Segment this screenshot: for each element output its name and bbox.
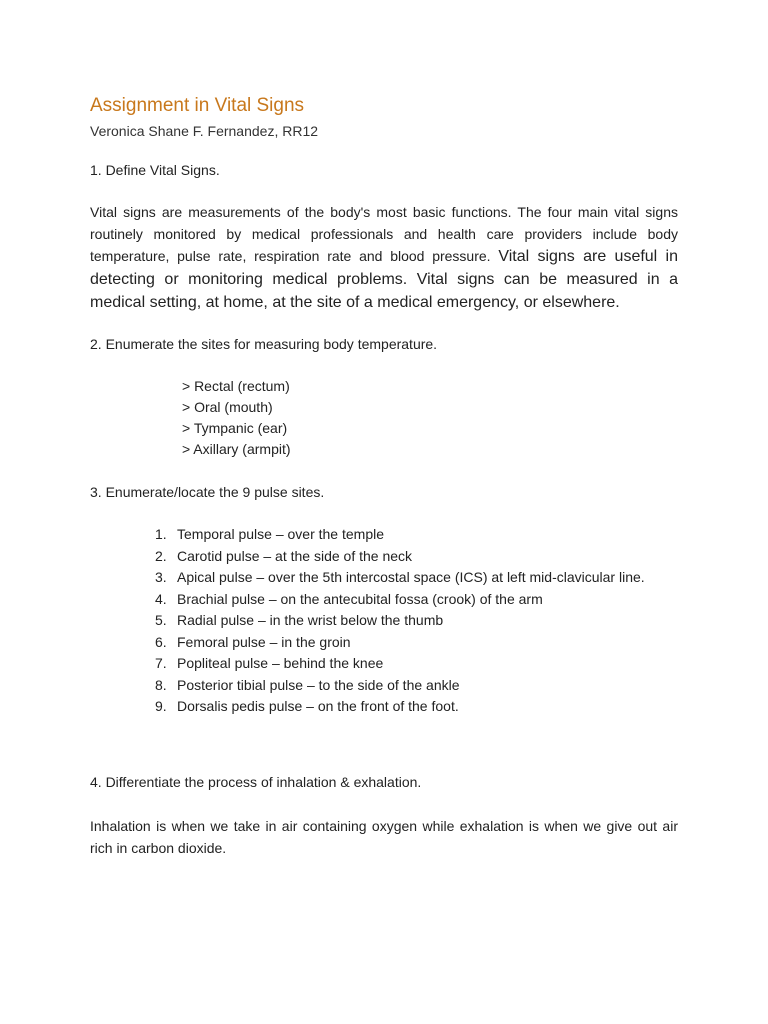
list-item: > Tympanic (ear) (182, 420, 288, 436)
list-item: > Oral (mouth) (182, 399, 273, 415)
question-2: 2. Enumerate the sites for measuring body temperature. (90, 336, 438, 352)
question-1: 1. Define Vital Signs. (90, 162, 220, 178)
list-text: Temporal pulse – over the temple (177, 526, 384, 542)
list-text: Dorsalis pedis pulse – on the front of the foot. (177, 698, 459, 714)
answer-1-part-1: Vital signs are measurements of the body's most basic functions. The four main vital signs routinely monitored by medical professionals and health care providers include body temperature, pulse rate, respiration rate and blood pressure. (90, 204, 678, 264)
answer-1 (90, 201, 678, 314)
list-item (155, 632, 678, 654)
list-number: 8. (155, 676, 167, 693)
list-text: Apical pulse – over the 5th intercostal space (ICS) at left mid-clavicular line. (177, 569, 645, 585)
temperature-sites-list (90, 376, 678, 460)
question-4: 4. Differentiate the process of inhalation & exhalation. (90, 773, 422, 790)
list-number: 9. (155, 698, 167, 714)
list-number: 3. (155, 569, 167, 585)
document-page (90, 93, 678, 859)
list-number: 5. (155, 612, 167, 628)
list-number: 4. (155, 590, 167, 607)
list-item (155, 524, 678, 546)
list-text: Carotid pulse – at the side of the neck (177, 547, 413, 564)
document-title: Assignment in Vital Signs (90, 95, 305, 116)
author-line: Veronica Shane F. Fernandez, RR12 (90, 123, 319, 139)
list-text: Popliteal pulse – behind the knee (177, 655, 384, 671)
list-item (155, 653, 678, 675)
list-number: 7. (155, 655, 167, 671)
list-number: 2. (155, 547, 167, 564)
list-item (155, 696, 678, 718)
list-item (155, 675, 678, 697)
pulse-sites-list (90, 524, 678, 718)
list-item (155, 589, 678, 611)
list-item (155, 567, 678, 589)
list-text: Posterior tibial pulse – to the side of the ankle (177, 676, 460, 693)
list-text: Femoral pulse – in the groin (177, 633, 351, 650)
list-item (155, 610, 678, 632)
answer-4: Inhalation is when we take in air containing oxygen while exhalation is when we give out air rich in carbon dioxide. (90, 817, 678, 856)
list-number: 1. (155, 526, 167, 542)
question-3: 3. Enumerate/locate the 9 pulse sites. (90, 484, 325, 500)
list-text: Brachial pulse – on the antecubital fossa (crook) of the arm (177, 590, 543, 607)
answer-1-part-2: Vital signs are useful in detecting or monitoring medical problems. Vital signs can be measured in a medical setting, at home, at the site of a medical emergency, or elsewhere. (90, 248, 678, 311)
list-number: 6. (155, 633, 167, 650)
list-text: Radial pulse – in the wrist below the thumb (177, 612, 444, 628)
list-item: > Rectal (rectum) (182, 378, 290, 394)
list-item: > Axillary (armpit) (182, 441, 291, 457)
list-item (155, 546, 678, 568)
